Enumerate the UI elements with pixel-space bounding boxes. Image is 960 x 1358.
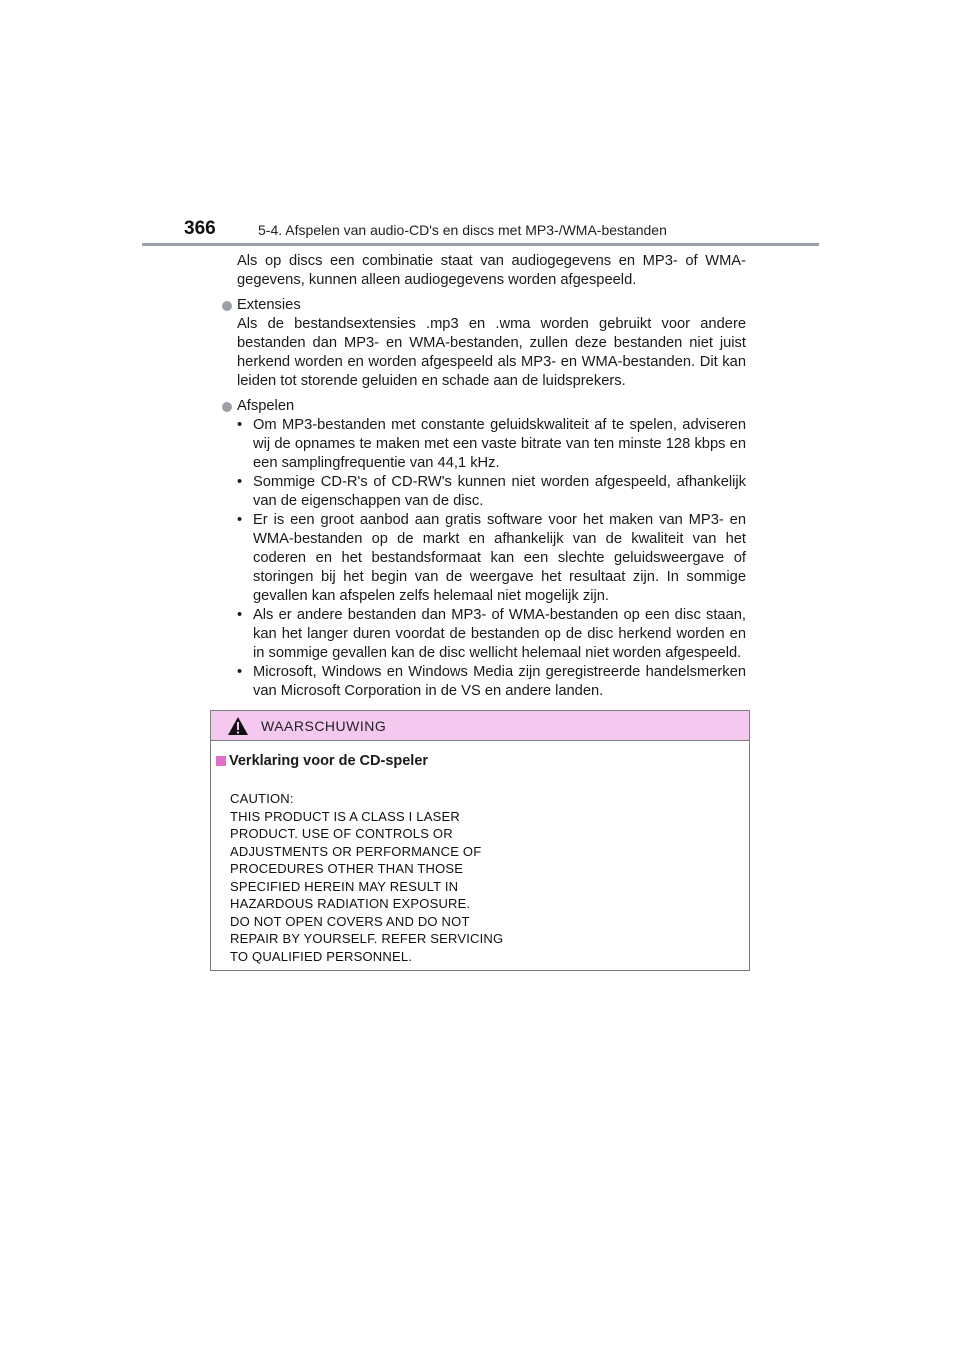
list-item bbox=[222, 663, 746, 701]
warning-subheading-text: Verklaring voor de CD-speler bbox=[229, 753, 429, 769]
warning-triangle-icon bbox=[227, 716, 249, 736]
caution-line: ADJUSTMENTS OR PERFORMANCE OF bbox=[230, 843, 482, 859]
header-rule bbox=[142, 243, 819, 246]
list-item bbox=[222, 473, 746, 511]
list-bullet: • bbox=[237, 512, 243, 528]
list-item-text: Als er andere bestanden dan MP3- of WMA-bestanden op een disc staan, kan het langer duren voordat de bestanden op de disc herkend worden en in sommige gevallen kan de disc wellicht helemaal niet worden afgespeeld. bbox=[253, 607, 746, 661]
square-bullet-icon bbox=[216, 756, 226, 766]
intro-paragraph: Als op discs een combinatie staat van audiogegevens en MP3- of WMA-gegevens, kunnen alleen audiogegevens worden afgespeeld. bbox=[237, 253, 746, 288]
caution-line: DO NOT OPEN COVERS AND DO NOT bbox=[230, 913, 470, 929]
warning-header bbox=[211, 711, 749, 741]
caution-line: PROCEDURES OTHER THAN THOSE bbox=[230, 861, 464, 876]
list-item-text: Sommige CD-R's of CD-RW's kunnen niet worden afgespeeld, afhankelijk van de eigenschappen van de disc. bbox=[253, 474, 746, 509]
list-item-text: Om MP3-bestanden met constante geluidskwaliteit af te spelen, adviseren wij de opnames te maken met een vaste bitrate van ten minste 128 kbps en een samplingfrequentie van 44,1 kHz. bbox=[253, 417, 746, 471]
extensies-title: Extensies bbox=[237, 297, 301, 313]
list-item bbox=[222, 416, 746, 473]
caution-line: SPECIFIED HEREIN MAY RESULT IN bbox=[230, 878, 459, 894]
bullet-dot-icon bbox=[222, 301, 232, 311]
caution-label bbox=[230, 790, 503, 965]
caution-line: CAUTION: bbox=[230, 791, 294, 806]
bullet-dot-icon bbox=[222, 402, 232, 412]
page-number: 366 bbox=[184, 218, 216, 239]
list-item-text: Er is een groot aanbod aan gratis software voor het maken van MP3- en WMA-bestanden op de markt en afhankelijk van de kwaliteit van het coderen en het bestandsformaat kan een slechte geluidsweergave of storingen bij het begin van de weergave het resultaat zijn. In sommige gevallen kan afspelen zelfs helemaal niet mogelijk zijn. bbox=[253, 512, 746, 604]
list-item bbox=[222, 606, 746, 663]
main-content bbox=[222, 252, 746, 701]
list-bullet: • bbox=[237, 607, 243, 623]
afspelen-title: Afspelen bbox=[237, 398, 295, 414]
warning-box bbox=[210, 710, 750, 971]
warning-title: WAARSCHUWING bbox=[261, 717, 387, 734]
caution-line: HAZARDOUS RADIATION EXPOSURE. bbox=[230, 896, 471, 911]
caution-line: THIS PRODUCT IS A CLASS I LASER bbox=[230, 808, 460, 824]
warning-subheading bbox=[216, 753, 428, 769]
list-bullet: • bbox=[237, 474, 243, 490]
list-item-text: Microsoft, Windows en Windows Media zijn geregistreerde handelsmerken van Microsoft Corporation in de VS en andere landen. bbox=[253, 664, 746, 699]
afspelen-heading bbox=[222, 397, 746, 416]
extensies-heading bbox=[222, 296, 746, 315]
extensies-paragraph: Als de bestandsextensies .mp3 en .wma worden gebruikt voor andere bestanden dan MP3- en WMA-bestanden, zullen deze bestanden niet juist herkend worden en worden afgespeeld als MP3- en WMA-bestanden. Dit kan leiden tot storende geluiden en schade aan de luidsprekers. bbox=[237, 316, 746, 389]
list-bullet: • bbox=[237, 664, 243, 680]
caution-line: TO QUALIFIED PERSONNEL. bbox=[230, 948, 413, 964]
section-title: 5-4. Afspelen van audio-CD's en discs met MP3-/WMA-bestanden bbox=[258, 222, 667, 238]
caution-line: PRODUCT. USE OF CONTROLS OR bbox=[230, 826, 453, 841]
list-item bbox=[222, 511, 746, 606]
list-bullet: • bbox=[237, 417, 243, 433]
caution-line: REPAIR BY YOURSELF. REFER SERVICING bbox=[230, 931, 504, 946]
